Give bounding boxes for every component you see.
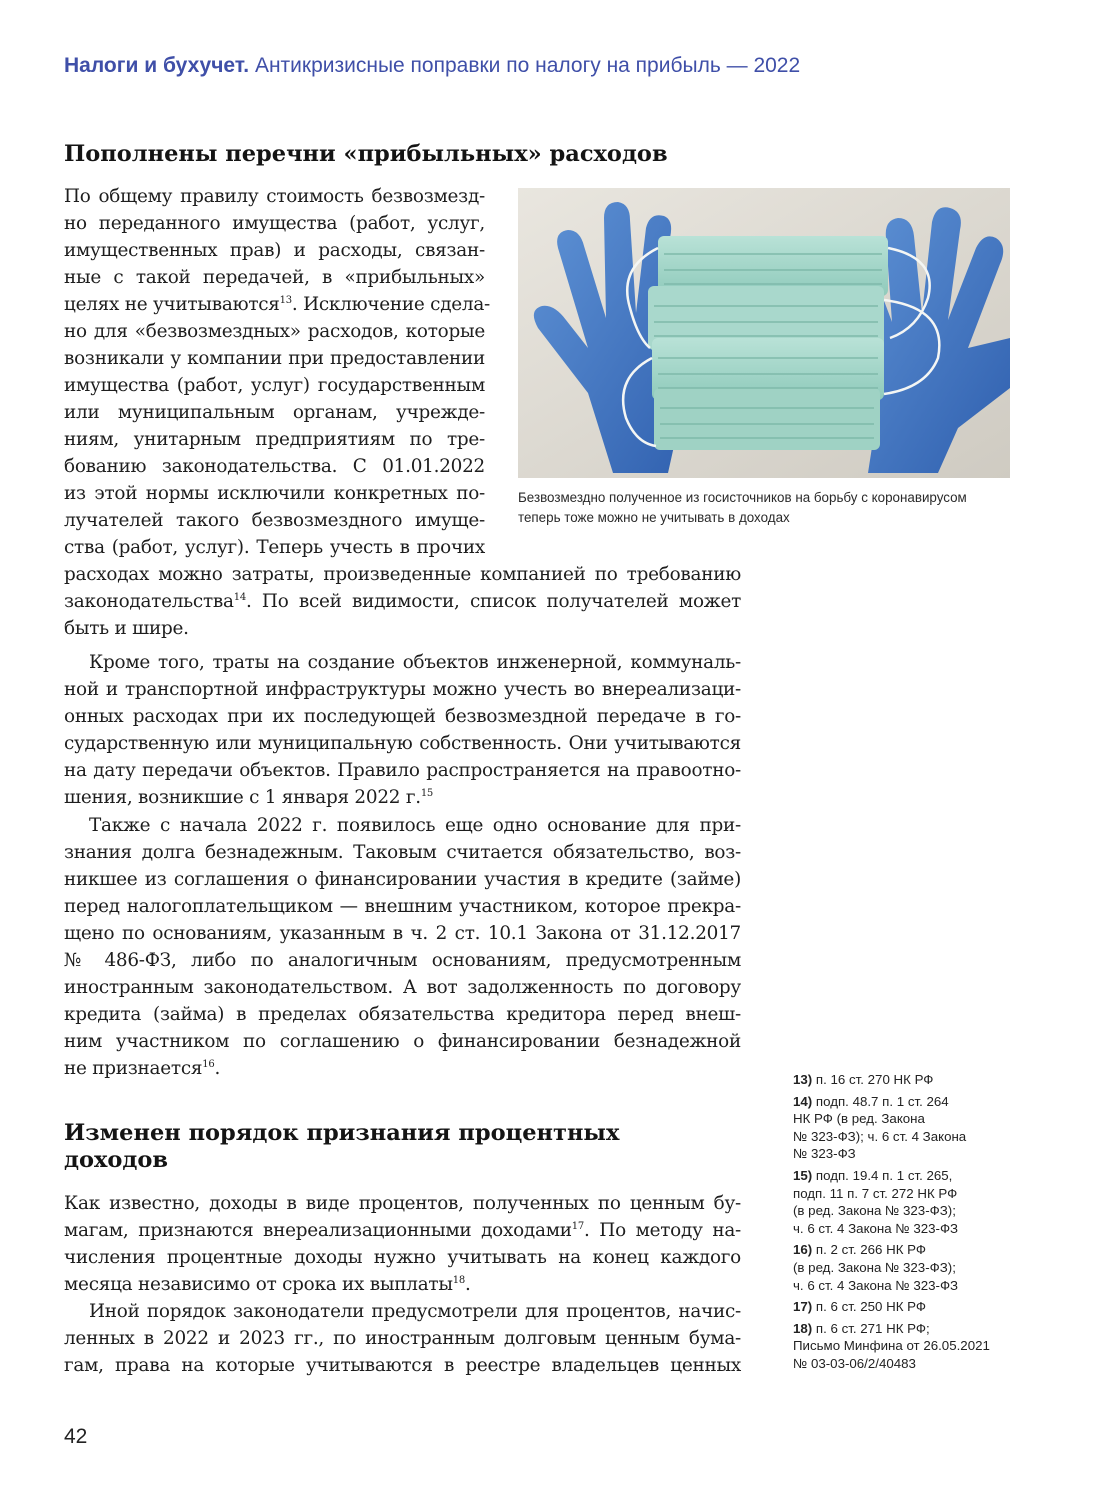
section-heading-interest [64,1120,619,1174]
footnote-text: п. 16 ст. 270 НК РФ [815,1072,934,1087]
text-line: № 486-ФЗ, либо по аналогичным основаниям, предусмотренным [64,950,741,971]
page-number: 42 [64,1425,88,1448]
text-run: . По методу на- [584,1220,742,1241]
photo-caption [518,488,1018,528]
text-line [64,588,741,615]
footnote [793,1298,1023,1316]
footnote-text: подп. 11 п. 7 ст. 272 НК РФ [793,1185,958,1201]
footnote-text: № 323-ФЗ); ч. 6 ст. 4 Закона [793,1128,967,1144]
text-run: . [214,1058,221,1079]
text-line: ной и транспортной инфраструктуры можно учесть во внереализаци- [64,679,741,700]
text-line: быть и шире. [64,618,189,639]
footnote-ref-13[interactable]: 13 [279,295,292,306]
footnote-ref-15[interactable]: 15 [420,788,434,799]
text-line: кредита (займа) в пределах обязательства кредитора перед внеш- [64,1004,741,1025]
text-line: Кроме того, траты на создание объектов инженерной, коммуналь- [89,652,741,673]
text-line: но переданного имущества (работ, услуг, [64,213,485,234]
photo-caption-line: теперь тоже можно не учитывать в доходах [518,510,790,525]
text-line: но для «безвозмездных» расходов, которые [64,321,485,342]
text-line: иностранным законодательством. А вот задолженность по договору [64,977,741,998]
text-line: имущества (работ, услуг) государственным [64,375,485,396]
footnote-text: Письмо Минфина от 26.05.2021 [793,1338,990,1354]
text-line: перед налогоплательщиком — внешним участником, которое прекра- [64,896,741,917]
footnote-text: № 03-03-06/2/40483 [793,1355,916,1371]
text-line: имущественных прав) и расходы, связан- [64,240,485,261]
heading-line: доходов [64,1147,169,1173]
footnote-number: 16) [793,1242,813,1258]
text-run: . По всей видимости, список получателей может [245,591,741,612]
text-line: Как известно, доходы в виде процентов, полученных по ценным бу- [64,1193,741,1214]
footnote-text: ч. 6 ст. 4 Закона № 323-ФЗ [793,1277,959,1293]
heading-line: Изменен порядок признания процентных [64,1120,620,1146]
text-run: . [464,1274,471,1295]
text-line: сударственную или муниципальную собственность. Они учитываются [64,733,741,754]
running-head-title: Антикризисные поправки по налогу на прибыль — 2022 [254,54,801,77]
footnote-text: п. 2 ст. 266 НК РФ [815,1242,927,1258]
text-line: ниям, унитарным предприятиям по тре- [64,429,485,450]
footnote-ref-16[interactable]: 16 [202,1059,215,1070]
footnotes [793,1071,1023,1377]
text-run: шения, возникшие с 1 января 2022 г. [64,787,421,808]
running-head-section: Налоги и бухучет. [64,54,250,77]
text-run: законодательства [64,591,234,612]
text-run: не признается [64,1058,203,1079]
footnote [793,1241,1023,1294]
text-line: ные с такой передачей, в «прибыльных» [64,267,485,288]
footnote-text: НК РФ (в ред. Закона [793,1111,925,1127]
footnote-text: (в ред. Закона № 323-ФЗ); [793,1259,956,1275]
footnote-text: подп. 19.4 п. 1 ст. 265, [815,1167,953,1183]
footnote [793,1093,1023,1163]
text-line: Также с начала 2022 г. появилось еще одно основание для при- [89,815,741,836]
photo-caption-line: Безвозмездно полученное из госисточников на борьбу с коронавирусом [518,490,967,505]
footnote-ref-17[interactable]: 17 [571,1221,585,1232]
footnote-number: 15) [793,1167,813,1183]
text-line: никшее из соглашения о финансировании участия в кредите (займе) [64,869,741,890]
section-heading-expenses: Пополнены перечни «прибыльных» расходов [64,141,668,167]
text-line: гам, права на которые учитываются в реестре владельцев ценных [64,1355,741,1376]
text-run: магам, признаются внереализационными доходами [64,1220,572,1241]
text-line: ства (работ, услуг). Теперь учесть в прочих [64,537,485,558]
text-line: на дату передачи объектов. Правило распространяется на правоотно- [64,760,741,781]
text-line: ленных в 2022 и 2023 гг., по иностранным долговым ценным бума- [64,1328,741,1349]
text-run: целях не учитываются [64,294,280,315]
text-line: ним участником по соглашению о финансировании безнадежной [64,1031,741,1052]
footnote-text: № 323-ФЗ [793,1146,856,1162]
footnote [793,1167,1023,1237]
photo-illustration [518,188,1010,478]
footnote-text: подп. 48.7 п. 1 ст. 264 [815,1093,949,1109]
footnote [793,1071,1023,1089]
text-run: . Исключение сдела- [291,294,491,315]
footnote-ref-14[interactable]: 14 [233,592,246,603]
footnote-text: ч. 6 ст. 4 Закона № 323-ФЗ [793,1220,959,1236]
footnote-number: 14) [793,1093,813,1109]
text-line: или муниципальным органам, учрежде- [64,402,485,423]
footnote-text: п. 6 ст. 250 НК РФ [815,1299,927,1315]
text-run: месяца независимо от срока их выплаты [64,1274,453,1295]
text-line [64,1055,220,1082]
text-line [64,291,491,318]
footnote-ref-18[interactable]: 18 [452,1275,465,1286]
text-line: числения процентные доходы нужно учитывать на конец каждого [64,1247,741,1268]
text-line [64,1271,471,1298]
footnote-text: (в ред. Закона № 323-ФЗ); [793,1203,956,1219]
text-line: Иной порядок законодатели предусмотрели для процентов, начис- [89,1301,741,1322]
footnote-number: 18) [793,1320,813,1336]
photo-gloves-masks [518,188,1010,478]
text-line [64,784,433,811]
text-line: онных расходах при их последующей безвозмездной передаче в го- [64,706,741,727]
text-line: лучателей такого безвозмездного имуще- [64,510,485,531]
text-line: знания долга безнадежным. Таковым считается обязательство, воз- [64,842,741,863]
footnote-text: п. 6 ст. 271 НК РФ; [815,1320,930,1336]
footnote [793,1320,1023,1373]
text-line: расходах можно затраты, произведенные компанией по требованию [64,564,741,585]
text-line: возникали у компании при предоставлении [64,348,485,369]
text-line: из этой нормы исключили конкретных по- [64,483,485,504]
running-head [64,54,800,78]
text-line: щено по основаниям, указанным в ч. 2 ст. 10.1 Закона от 31.12.2017 [64,923,741,944]
text-line [64,1217,741,1244]
footnote-number: 13) [793,1072,813,1087]
text-line: По общему правилу стоимость безвозмезд- [64,186,485,207]
footnote-number: 17) [793,1299,813,1315]
text-line: бованию законодательства. С 01.01.2022 [64,456,485,477]
